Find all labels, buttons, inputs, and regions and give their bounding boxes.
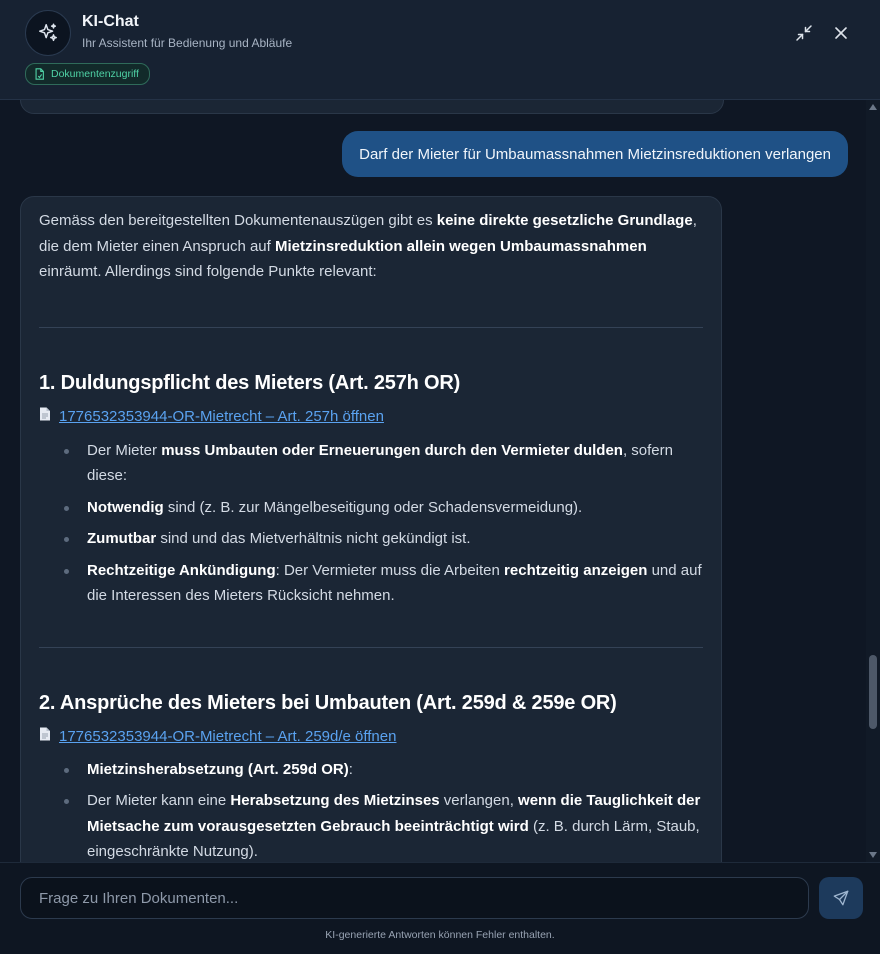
list-item: Der Mieter kann eine Herabsetzung des Mietzinses verlangen, wenn die Tauglichkeit der Mietsache zum vorausgesetzten Gebrauch beeinträchtigt wird (z. B. durch Lärm, Staub, eingeschränkte Nutzung). [87,788,703,862]
divider [39,647,703,648]
previous-message-bubble [20,100,724,114]
scroll-up-arrow-icon[interactable] [869,104,877,110]
app-subtitle: Ihr Assistent für Bedienung und Abläufe [82,36,293,50]
chat-messages[interactable] [0,100,866,862]
disclaimer-text: KI-generierte Antworten können Fehler enthalten. [325,929,555,941]
send-button[interactable] [819,877,863,919]
chat-scrollbar[interactable] [866,100,880,862]
list-item: Mietzinsherabsetzung (Art. 259d OR): [87,757,703,783]
scrollbar-thumb[interactable] [869,655,877,729]
minimize-icon [795,24,813,42]
list-item: Notwendig sind (z. B. zur Mängelbeseitigung oder Schadensvermeidung). [87,495,703,521]
scroll-down-arrow-icon[interactable] [869,852,877,858]
chat-header [0,0,880,100]
ai-intro-paragraph: Gemäss den bereitgestellten Dokumentenauszügen gibt es keine direkte gesetzliche Grundlage, die dem Mieter einen Anspruch auf Mietzinsreduktion allein wegen Umbaumassnahmen einräumt. Allerdings sind folgende Punkte relevant: [39,212,697,280]
list-item: Zumutbar sind und das Mietverhältnis nicht gekündigt ist. [87,526,703,552]
file-icon [39,724,51,750]
question-input[interactable] [20,877,809,919]
section-heading: 1. Duldungspflicht des Mieters (Art. 257h OR) [39,371,461,394]
ai-message-bubble [20,196,722,862]
document-access-badge [25,63,150,85]
section-heading: 2. Ansprüche des Mieters bei Umbauten (Art. 259d & 259e OR) [39,691,617,714]
sparkles-icon [25,10,71,56]
divider [39,327,703,328]
user-message-bubble [342,131,848,177]
file-icon [39,404,51,430]
send-icon [832,889,850,907]
app-title: KI-Chat [82,13,139,30]
close-button[interactable] [830,22,852,44]
document-link[interactable]: 1776532353944-OR-Mietrecht – Art. 259d/e öffnen [59,728,397,745]
list-item: Der Mieter muss Umbauten oder Erneuerungen durch den Vermieter dulden, sofern diese: [87,438,703,489]
user-message-text: Darf der Mieter für Umbaumassnahmen Mietzinsreduktionen verlangen [359,145,831,163]
minimize-button[interactable] [793,22,815,44]
bullet-list [39,757,703,863]
list-item: Rechtzeitige Ankündigung: Der Vermieter muss die Arbeiten rechtzeitig anzeigen und auf die Interessen des Mieters Rücksicht nehmen. [87,558,703,609]
bullet-list [39,438,703,609]
document-link[interactable]: 1776532353944-OR-Mietrecht – Art. 257h öffnen [59,408,384,425]
badge-label: Dokumentenzugriff [51,68,139,80]
document-icon [34,68,45,80]
document-link-row [39,404,703,430]
chat-footer [0,862,880,954]
document-link-row [39,724,703,750]
close-icon [834,26,848,40]
